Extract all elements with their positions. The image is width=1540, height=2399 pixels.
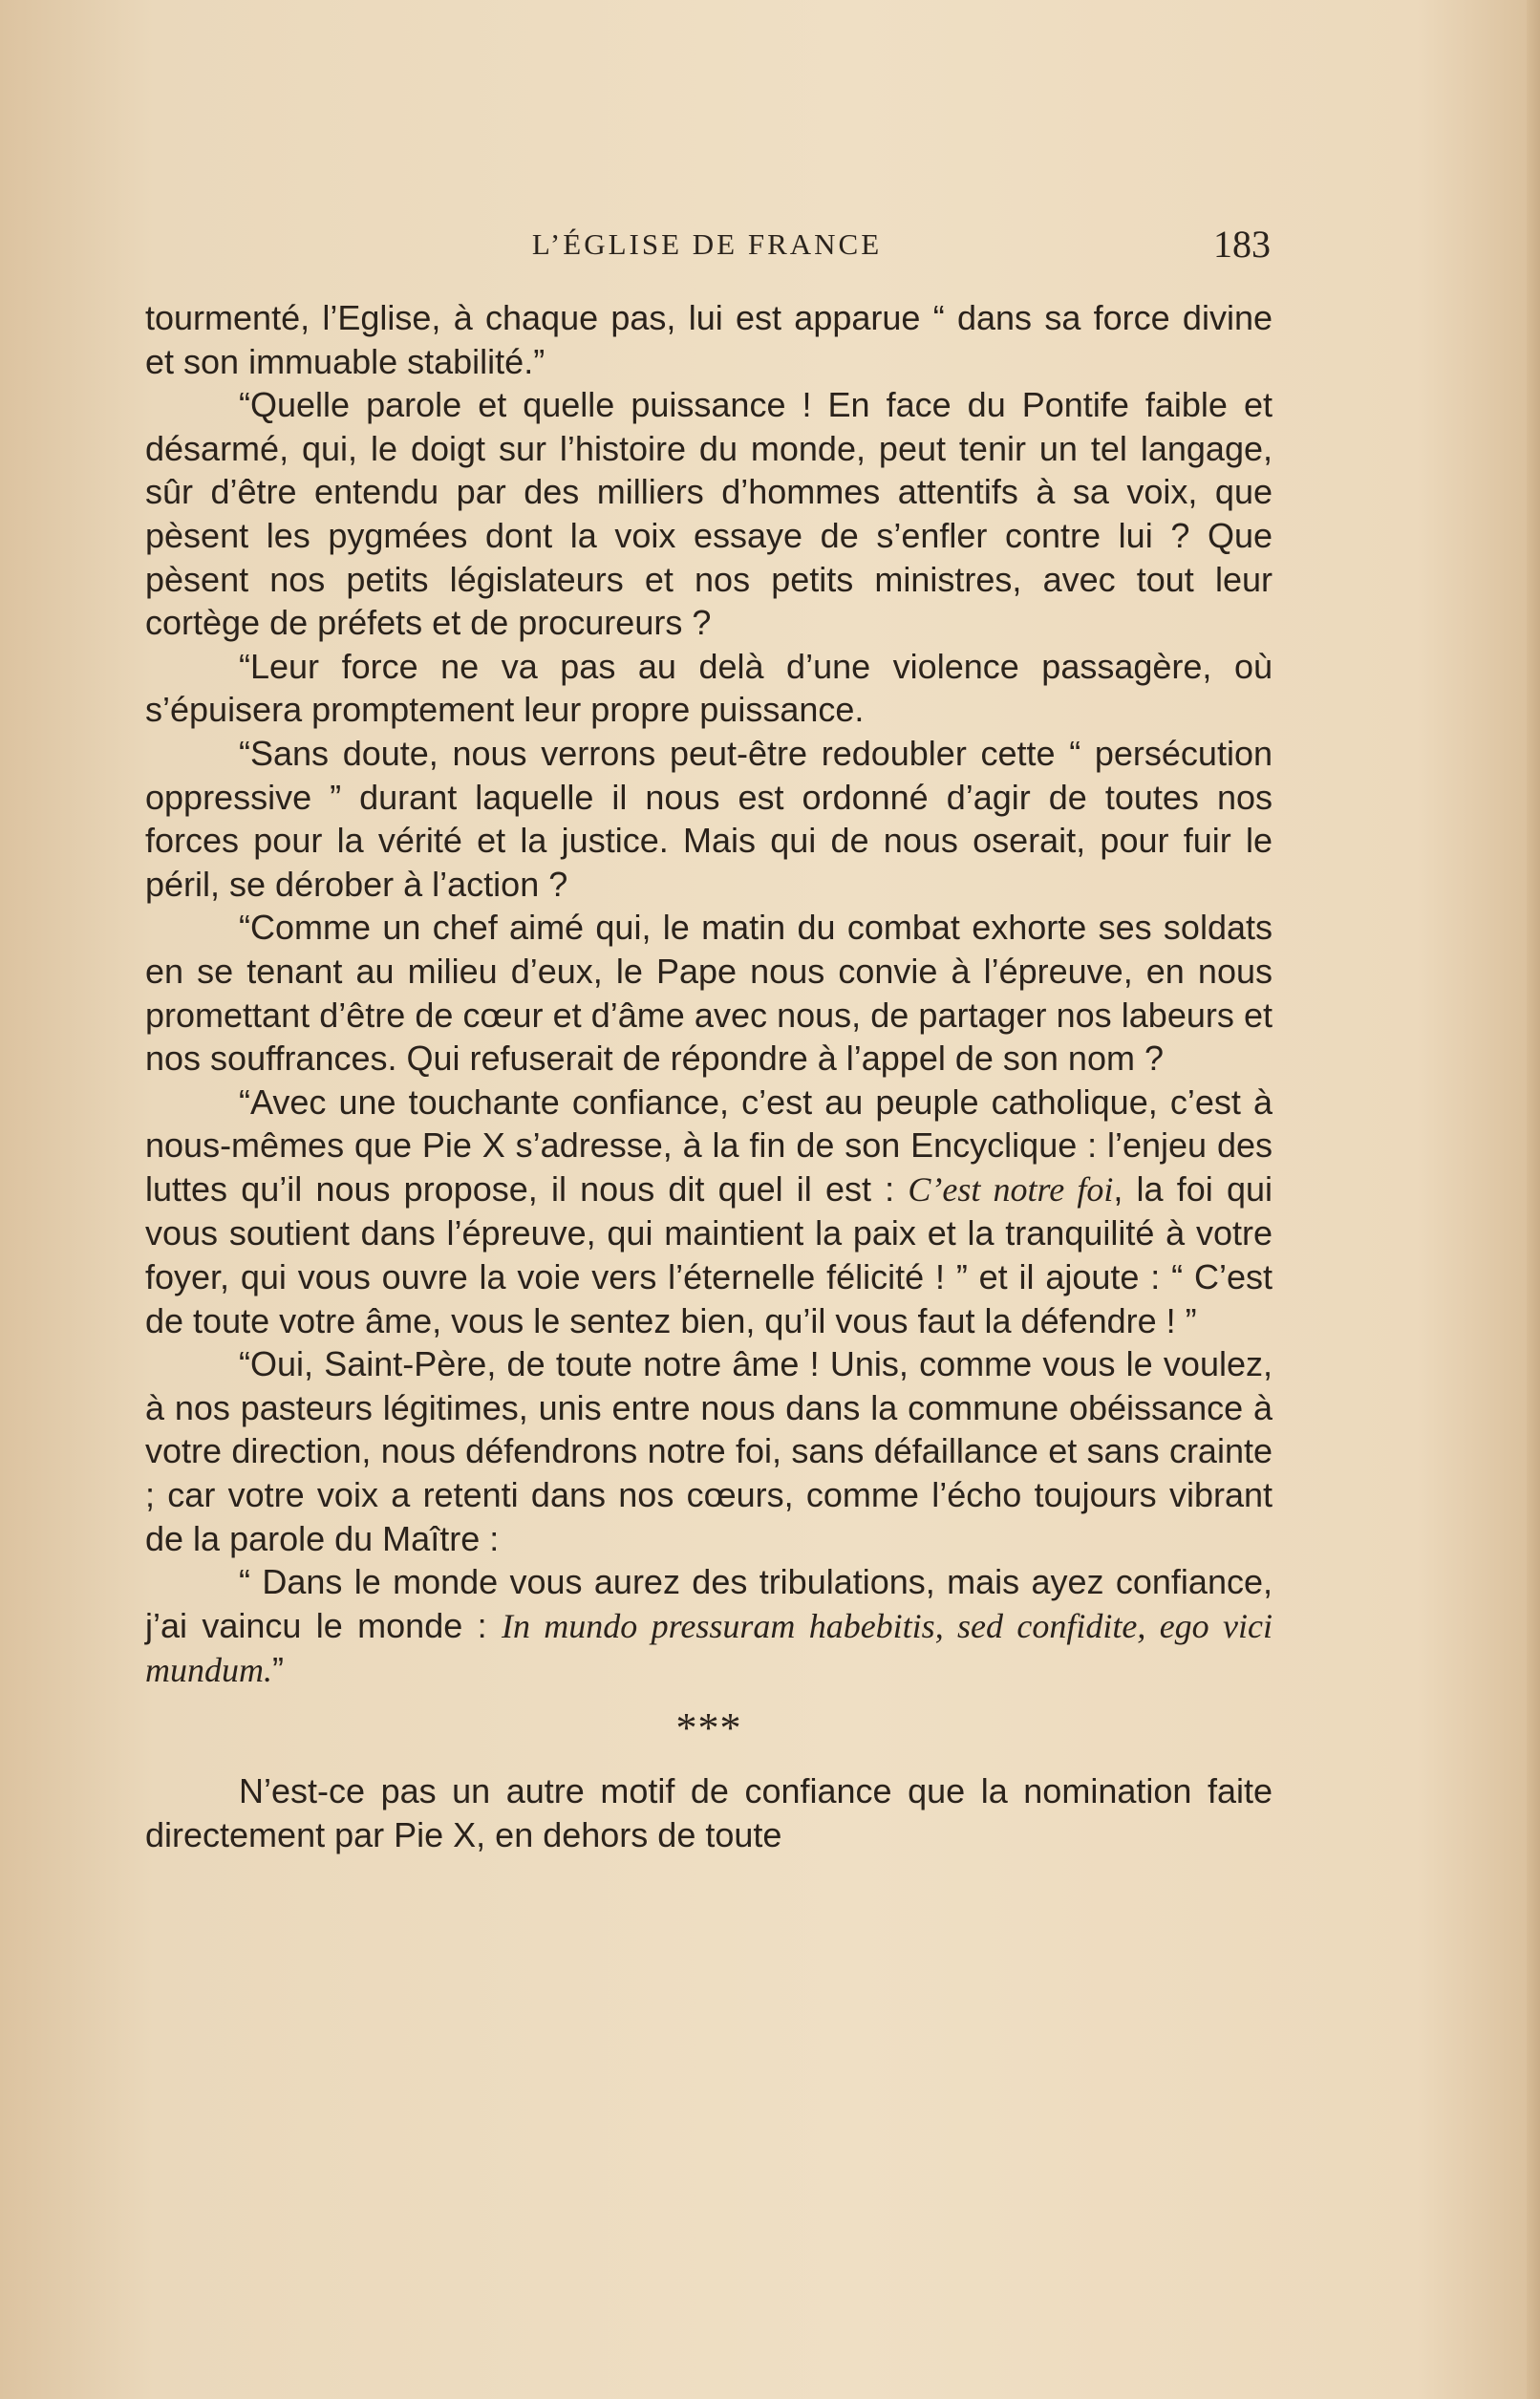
page-number: 183	[1213, 223, 1271, 266]
paragraph-7: “Oui, Saint-Père, de toute notre âme ! Unis, comme vous le voulez, à nos pasteurs légitimes, unis entre nous dans la commune obéissance à votre direction, nous défendrons notre foi, sans défaillance et sans crainte ; car votre voix a retenti dans nos cœurs, comme l’écho toujours vibrant de la parole du Maître :	[145, 1344, 1273, 1558]
paragraph-8-text-a: “ Dans le monde vous aurez des tribulations, mais ayez confiance, j’ai vaincu le monde :	[145, 1562, 1273, 1645]
page-body	[145, 296, 1273, 1856]
paragraph-8-latin-quote: In mundo pressuram habebitis, sed confidite, ego vici mundum.	[145, 1606, 1273, 1690]
running-title: L’ÉGLISE DE FRANCE	[531, 227, 883, 261]
paragraph-8-text-b: ”	[272, 1650, 284, 1690]
paragraph-6-italic: C’est notre foi	[908, 1169, 1114, 1209]
paragraph-8	[145, 1560, 1273, 1693]
section-ornament: ***	[675, 1704, 742, 1751]
paragraph-1: tourmenté, l’Eglise, à chaque pas, lui est apparue “ dans sa force divine et son immuable stabilité.”	[145, 298, 1273, 381]
paragraph-9: N’est-ce pas un autre motif de confiance que la nomination faite directement par Pie X, en dehors de toute	[145, 1771, 1273, 1854]
paragraph-4: “Sans doute, nous verrons peut-être redoubler cette “ persécution oppressive ” durant laquelle il nous est ordonné d’agir de toutes nos forces pour la vérité et la justice. Mais qui de nous oserait, pour fuir le péril, se dérober à l’action ?	[145, 733, 1273, 904]
page-edge	[1527, 0, 1540, 2399]
paragraph-2: “Quelle parole et quelle puissance ! En face du Pontife faible et désarmé, qui, le doigt sur l’histoire du monde, peut tenir un tel langage, sûr d’être entendu par des milliers d’hommes attentifs à sa voix, que pèsent les pygmées dont la voix essaye de s’enfler contre lui ? Que pèsent nos petits législateurs et nos petits ministres, avec tout leur cortège de préfets et de procureurs ?	[145, 385, 1273, 643]
paragraph-6-text-b: , la foi qui vous soutient dans l’épreuve, qui maintient la paix et la tranquilité à votre foyer, qui vous ouvre la voie vers l’éternelle félicité ! ” et il ajoute : “ C’est de toute votre âme, vous le sentez bien, qu’il vous faut la défendre ! ”	[145, 1168, 1273, 1340]
paragraph-6-text-a: “Avec une touchante confiance, c’est au peuple catholique, c’est à nous-mêmes que Pie X s’adresse, à la fin de son Encyclique : l’enjeu des luttes qu’il nous propose, il nous dit quel il est :	[145, 1082, 1273, 1209]
paragraph-5: “Comme un chef aimé qui, le matin du combat exhorte ses soldats en se tenant au milieu d’eux, le Pape nous convie à l’épreuve, en nous promettant d’être de cœur et d’âme avec nous, de partager nos labeurs et nos souffrances. Qui refuserait de répondre à l’appel de son nom ?	[145, 908, 1273, 1079]
paragraph-3: “Leur force ne va pas au delà d’une violence passagère, où s’épuisera promptement leur propre puissance.	[145, 646, 1273, 730]
page-header	[143, 222, 1271, 269]
paragraph-6	[145, 1081, 1273, 1343]
